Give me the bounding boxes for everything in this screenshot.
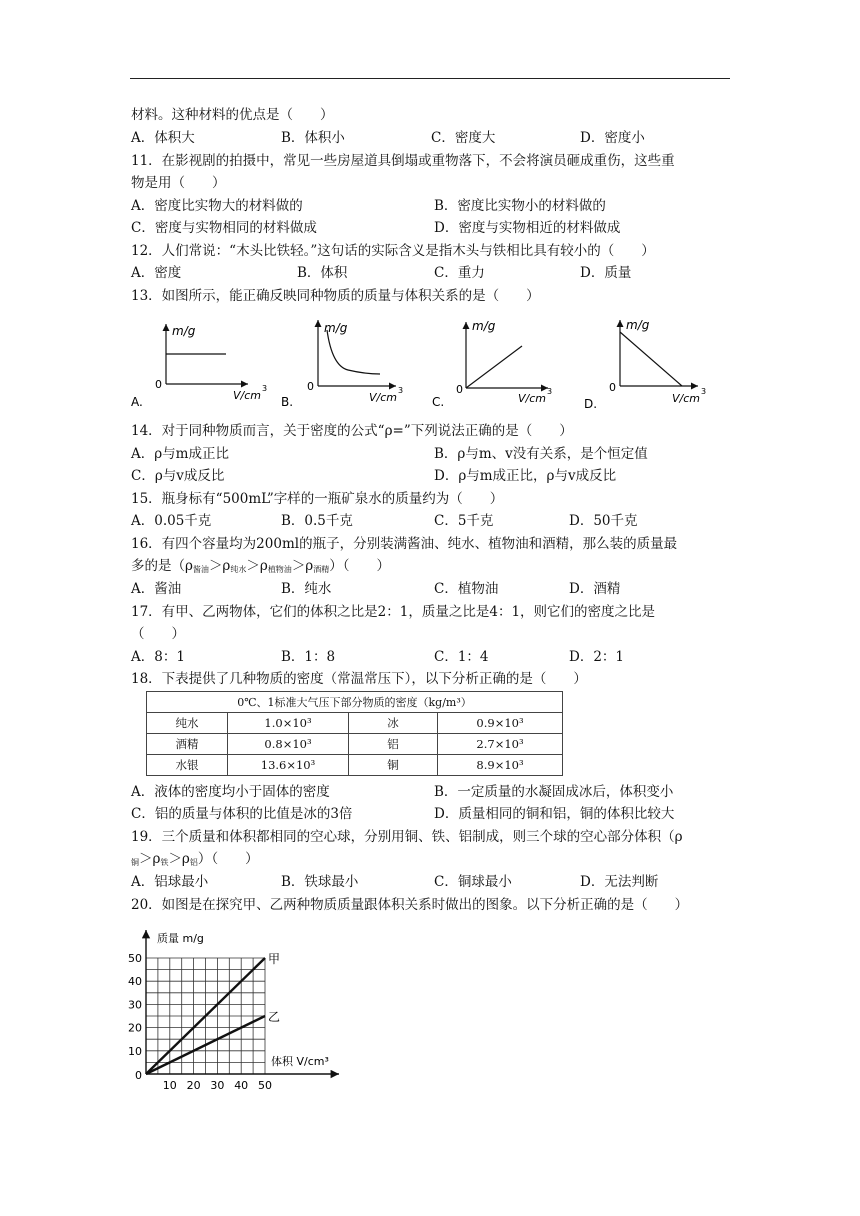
q11-option-c[interactable]: C．密度与实物相同的材料做成 (131, 220, 317, 236)
y-axis-label: 质量 m/g (157, 932, 204, 945)
subscript: 铝 (189, 858, 198, 867)
table-cell: 0.8×10³ (228, 734, 349, 755)
option-label: C. (432, 395, 445, 409)
q17-option-a[interactable]: A．8：1 (131, 649, 185, 665)
q10-stem: 材料。这种材料的优点是（ ） (131, 107, 334, 123)
subscript: 纯水 (230, 565, 247, 574)
q18-option-b[interactable]: B．一定质量的水凝固成冰后，体积变小 (434, 784, 674, 800)
q14-option-d[interactable]: D．ρ与m成正比，ρ与v成反比 (434, 468, 617, 484)
mass-volume-chart (125, 922, 355, 1092)
table-cell: 13.6×10³ (228, 755, 349, 776)
option-label: A. (131, 395, 143, 409)
q14-option-c[interactable]: C．ρ与v成反比 (131, 468, 225, 484)
q15-option-b[interactable]: B．0.5千克 (281, 513, 353, 529)
q17-stem-line2: （ ） (131, 626, 185, 642)
option-label: D. (584, 397, 598, 411)
q12-option-c[interactable]: C．重力 (434, 265, 485, 281)
q14-stem: 14．对于同种物质而言，关于密度的公式“ρ=”下列说法正确的是（ ） (131, 423, 573, 439)
text: ＞ρ (208, 558, 231, 574)
origin-label: 0 (307, 380, 314, 393)
q13-graph-a[interactable] (131, 324, 267, 409)
text: ＞ρ (139, 851, 161, 867)
axis-label: m/g (472, 319, 496, 333)
table-cell: 铜 (349, 755, 438, 776)
table-cell: 2.7×10³ (438, 734, 563, 755)
axis-label: m/g (626, 318, 650, 332)
q16-stem-line2 (131, 557, 390, 579)
q18-option-c[interactable]: C．铝的质量与体积的比值是冰的3倍 (131, 806, 353, 822)
q11-option-a[interactable]: A．密度比实物大的材料做的 (131, 198, 303, 214)
table-caption-row (147, 692, 563, 713)
q12-option-b[interactable]: B．体积 (297, 265, 348, 281)
table-cell: 纯水 (147, 713, 228, 734)
table-cell: 0.9×10³ (438, 713, 563, 734)
q19-option-a[interactable]: A．铝球最小 (131, 874, 209, 890)
series-label: 甲 (268, 952, 281, 966)
axis-label: V/cm (369, 391, 397, 404)
subscript: 酱油 (192, 565, 209, 574)
x-tick-label: 40 (234, 1079, 249, 1092)
x-tick-label: 50 (258, 1079, 272, 1092)
q18-stem: 18．下表提供了几种物质的密度（常温常压下），以下分析正确的是（ ） (131, 671, 587, 687)
subscript: 铁 (160, 858, 169, 867)
q17-stem-line1: 17．有甲、乙两物体，它们的体积之比是2：1，质量之比是4：1，则它们的密度之比是 (131, 604, 656, 620)
y-tick-label: 40 (128, 975, 142, 989)
q17-option-c[interactable]: C．1：4 (434, 649, 489, 665)
axis-label: V/cm (518, 392, 546, 405)
text: ＞ρ (168, 851, 190, 867)
q18-option-d[interactable]: D．质量相同的铜和铝，铜的体积比较大 (434, 806, 675, 822)
x-axis-label: 体积 V/cm³ (271, 1055, 329, 1068)
axis-label-sup: 3 (547, 387, 553, 396)
table-cell: 冰 (349, 713, 438, 734)
table-cell: 水银 (147, 755, 228, 776)
q14-option-b[interactable]: B．ρ与m、v没有关系，是个恒定值 (434, 446, 648, 462)
q16-option-a[interactable]: A．酱油 (131, 581, 182, 597)
x-tick-label: 20 (186, 1079, 201, 1092)
axis-label: m/g (324, 321, 348, 335)
subscript: 酒精 (313, 565, 330, 574)
q11-option-d[interactable]: D．密度与实物相近的材料做成 (434, 220, 621, 236)
q13-stem: 13．如图所示，能正确反映同种物质的质量与体积关系的是（ ） (131, 288, 540, 304)
table-cell: 1.0×10³ (228, 713, 349, 734)
q10-option-b[interactable]: B．体积小 (281, 130, 345, 146)
text: ＞ρ (291, 558, 314, 574)
q17-option-d[interactable]: D．2：1 (569, 649, 625, 665)
q17-option-b[interactable]: B．1：8 (281, 649, 336, 665)
q15-option-a[interactable]: A．0.05千克 (131, 513, 212, 529)
subscript: 铜 (131, 858, 139, 867)
y-tick-label: 20 (128, 1021, 142, 1035)
q12-stem: 12．人们常说：“木头比铁轻。”这句话的实际含义是指木头与铁相比具有较小的（ ） (131, 243, 655, 259)
table-caption: 0℃、1标准大气压下部分物质的密度（kg/m³） (147, 692, 563, 713)
text: ）（ ） (197, 851, 259, 867)
q10-option-a[interactable]: A．体积大 (131, 130, 195, 146)
axis-label: V/cm (233, 389, 261, 402)
text: ）（ ） (329, 558, 390, 574)
y-tick-label: 30 (128, 998, 142, 1012)
origin-label: 0 (155, 378, 162, 391)
q19-stem-line2 (131, 850, 259, 872)
q12-option-a[interactable]: A．密度 (131, 265, 182, 281)
q14-option-a[interactable]: A．ρ与m成正比 (131, 446, 229, 462)
q11-option-b[interactable]: B．密度比实物小的材料做的 (434, 198, 606, 214)
text: ＞ρ (246, 558, 268, 574)
axis-label-sup: 3 (398, 386, 404, 395)
table-cell: 铝 (349, 734, 438, 755)
q11-stem-line1: 11．在影视剧的拍摄中，常见一些房屋道具倒塌或重物落下，不会将演员砸成重伤，这些重 (131, 153, 675, 169)
origin-label: 0 (609, 381, 616, 394)
q12-option-d[interactable]: D．质量 (580, 265, 632, 281)
q11-stem-line2: 物是用（ ） (131, 175, 226, 191)
q20-stem: 20．如图是在探究甲、乙两种物质质量跟体积关系时做出的图象。以下分析正确的是（ ） (131, 897, 689, 913)
q13-graph-d[interactable] (584, 318, 706, 411)
x-tick-label: 10 (162, 1079, 177, 1092)
density-table (146, 691, 563, 776)
subscript: 植物油 (267, 565, 292, 574)
q16-option-c[interactable]: C．植物油 (434, 581, 499, 597)
q16-option-b[interactable]: B．纯水 (281, 581, 332, 597)
header-rule (130, 78, 730, 79)
table-cell: 8.9×10³ (438, 755, 563, 776)
q16-option-d[interactable]: D．酒精 (569, 581, 621, 597)
table-row (147, 713, 563, 734)
axis-label-sup: 3 (262, 384, 268, 393)
q10-option-c[interactable]: C．密度大 (431, 130, 496, 146)
q19-option-c[interactable]: C．铜球最小 (434, 874, 512, 890)
table-cell: 酒精 (147, 734, 228, 755)
series-label: 乙 (268, 1010, 281, 1024)
y-tick-label: 50 (128, 952, 142, 965)
option-label: B. (281, 395, 294, 409)
text: 多的是（ρ (131, 558, 193, 574)
q10-option-d[interactable]: D．密度小 (580, 130, 645, 146)
q18-option-a[interactable]: A．液体的密度均小于固体的密度 (131, 784, 330, 800)
q13-graphs (130, 316, 730, 412)
q19-stem-line1: 19．三个质量和体积都相同的空心球，分别用铜、铁、铝制成，则三个球的空心部分体积（ρ (131, 829, 683, 845)
q15-stem: 15．瓶身标有“500mL”字样的一瓶矿泉水的质量约为（ ） (131, 491, 504, 507)
origin-label: 0 (456, 383, 463, 396)
q13-graph-b[interactable] (281, 320, 403, 409)
q19-option-d[interactable]: D．无法判断 (580, 874, 659, 890)
table-row (147, 734, 563, 755)
q15-option-c[interactable]: C．5千克 (434, 513, 494, 529)
y-tick-label: 10 (128, 1044, 142, 1058)
axis-label: m/g (172, 324, 196, 338)
q16-stem-line1: 16．有四个容量均为200ml的瓶子，分别装满酱油、纯水、植物油和酒精，那么装的质量最 (131, 536, 678, 552)
axis-label-sup: 3 (701, 387, 707, 396)
axis-label: V/cm (672, 392, 700, 405)
q13-graph-c[interactable] (432, 319, 552, 409)
q19-option-b[interactable]: B．铁球最小 (281, 874, 359, 890)
q15-option-d[interactable]: D．50千克 (569, 513, 638, 529)
x-tick-label: 30 (210, 1079, 225, 1092)
table-row (147, 755, 563, 776)
origin-label: 0 (135, 1069, 142, 1082)
